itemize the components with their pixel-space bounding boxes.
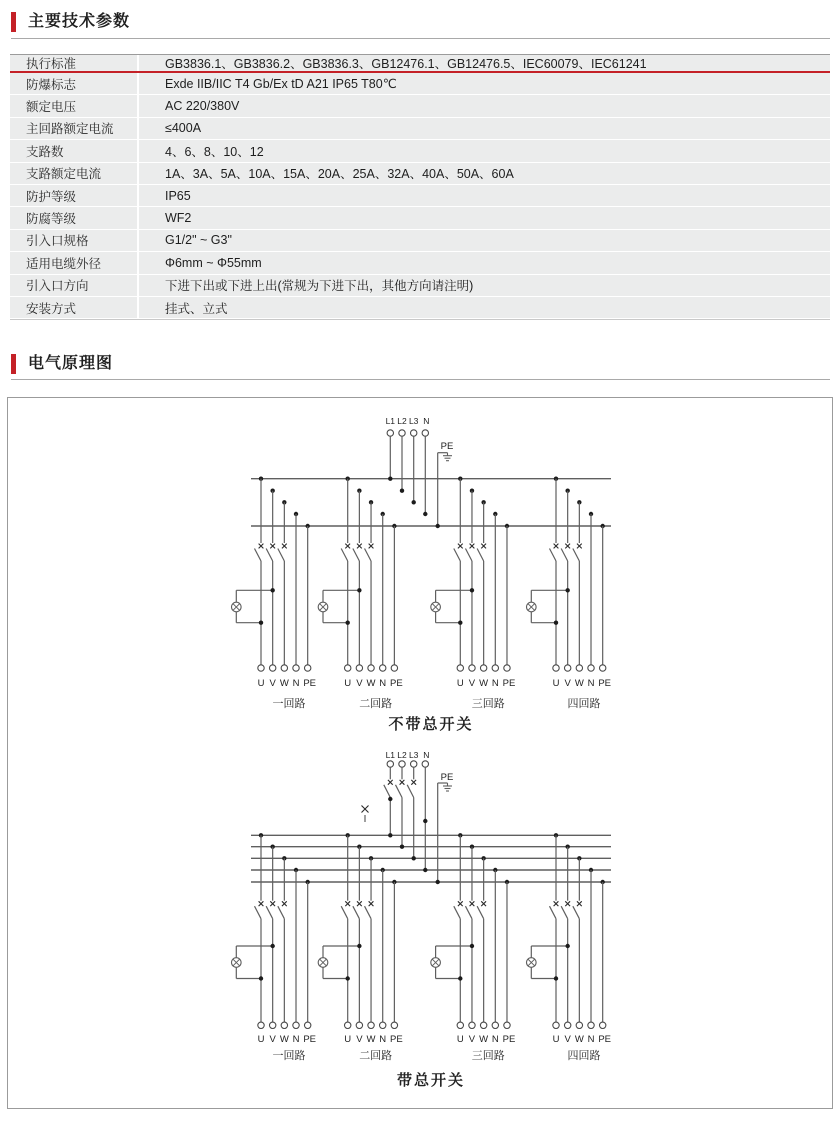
parameter-label: 适用电缆外径 — [10, 252, 139, 273]
section-accent-bar — [11, 12, 16, 32]
parameter-label: 额定电压 — [10, 95, 139, 116]
parameter-label: 引入口规格 — [10, 230, 139, 251]
parameter-value: G1/2" ~ G3" — [165, 233, 232, 248]
parameter-label: 防爆标志 — [10, 73, 139, 94]
branch-terminal-label: PE — [303, 678, 317, 689]
branch-circuit-4 — [527, 833, 612, 1062]
branch-terminal-label: V — [356, 678, 363, 689]
parameter-value: GB3836.1、GB3836.2、GB3836.3、GB12476.1、GB12476.5、IEC60079、IEC61241 — [165, 57, 647, 71]
branch-circuit-2 — [318, 833, 403, 1062]
branch-circuit-2 — [318, 477, 403, 711]
circuit-label: 四回路 — [567, 698, 601, 710]
branch-terminal-label: W — [279, 1034, 289, 1045]
branch-terminal-label: PE — [502, 678, 516, 689]
branch-terminal-label: U — [552, 678, 560, 689]
header-divider — [11, 379, 830, 380]
schematic-with-main-switch — [232, 750, 612, 1089]
pe-label: PE — [440, 441, 454, 452]
incoming-line-label: L2 — [397, 416, 407, 426]
header-divider — [11, 38, 830, 39]
branch-terminal-label: V — [269, 1034, 276, 1045]
diagram-title-with-main-switch: 带总开关 — [396, 1072, 466, 1089]
branch-terminal-label: U — [456, 1034, 464, 1045]
section-title-schematic: 电气原理图 — [28, 355, 114, 372]
branch-terminal-label: U — [552, 1034, 560, 1045]
diagram-title-without-main-switch: 不带总开关 — [388, 716, 474, 733]
branch-terminal-label: W — [366, 678, 376, 689]
branch-terminal-label: N — [379, 1034, 387, 1045]
branch-circuit-3 — [431, 833, 516, 1062]
schematic-svg — [8, 398, 832, 1108]
parameter-label: 引入口方向 — [10, 275, 139, 296]
branch-terminal-label: N — [292, 1034, 300, 1045]
section-header-parameters — [11, 12, 130, 32]
incoming-line-label: N — [423, 750, 430, 760]
parameter-label: 执行标准 — [10, 55, 139, 71]
table-row — [10, 55, 830, 73]
branch-terminal-label: PE — [598, 678, 612, 689]
branch-terminal-label: W — [574, 678, 584, 689]
branch-terminal-label: U — [257, 1034, 265, 1045]
circuit-label: 一回路 — [272, 1050, 306, 1062]
branch-terminal-label: N — [491, 1034, 499, 1045]
table-row — [10, 73, 830, 95]
incoming-line-label: L3 — [408, 750, 419, 760]
parameter-label: 防护等级 — [10, 185, 139, 206]
section-header-schematic — [11, 354, 113, 374]
circuit-label: 四回路 — [567, 1050, 601, 1062]
pe-label: PE — [440, 772, 454, 783]
circuit-label: 一回路 — [272, 698, 306, 710]
branch-terminal-label: PE — [502, 1034, 516, 1045]
parameter-value: IP65 — [165, 188, 191, 203]
schematic-without-main-switch — [232, 416, 612, 733]
branch-terminal-label: N — [587, 678, 595, 689]
branch-terminal-label: N — [491, 678, 499, 689]
table-row — [10, 185, 830, 207]
parameter-value: Φ6mm ~ Φ55mm — [165, 255, 262, 270]
table-row — [10, 230, 830, 252]
parameter-label: 防腐等级 — [10, 207, 139, 228]
parameter-value: 挂式、立式 — [165, 301, 228, 316]
branch-terminal-label: W — [366, 1034, 376, 1045]
table-row — [10, 252, 830, 274]
incoming-line-label: L1 — [385, 416, 396, 426]
parameter-value: Exde IIB/IIC T4 Gb/Ex tD A21 IP65 T80℃ — [165, 77, 397, 92]
circuit-label: 三回路 — [471, 1050, 505, 1062]
branch-terminal-label: W — [479, 678, 489, 689]
section-accent-bar — [11, 354, 16, 374]
table-row — [10, 207, 830, 229]
parameter-label: 安装方式 — [10, 297, 139, 318]
branch-terminal-label: V — [564, 678, 571, 689]
table-row — [10, 118, 830, 140]
parameter-value: 下进下出或下进上出(常规为下进下出，其他方向请注明) — [165, 279, 474, 294]
table-row — [10, 140, 830, 162]
incoming-line-label: L3 — [408, 416, 419, 426]
branch-terminal-label: V — [356, 1034, 363, 1045]
parameter-label: 支路额定电流 — [10, 163, 139, 184]
circuit-label: 三回路 — [471, 698, 505, 710]
branch-terminal-label: U — [257, 678, 265, 689]
branch-terminal-label: W — [574, 1034, 584, 1045]
incoming-line-label: N — [423, 416, 430, 426]
branch-terminal-label: PE — [390, 678, 403, 689]
schematic-panel — [7, 397, 833, 1109]
parameter-value: 1A、3A、5A、10A、15A、20A、25A、32A、40A、50A、60A — [165, 167, 514, 182]
branch-circuit-1 — [232, 477, 317, 711]
parameter-value: 4、6、8、10、12 — [165, 144, 264, 159]
parameter-value: WF2 — [165, 211, 192, 226]
parameters-table — [10, 54, 830, 320]
circuit-label: 二回路 — [359, 698, 393, 710]
branch-circuit-4 — [527, 477, 612, 711]
branch-terminal-label: U — [344, 678, 352, 689]
branch-terminal-label: W — [479, 1034, 489, 1045]
branch-terminal-label: V — [269, 678, 276, 689]
table-row — [10, 297, 830, 319]
branch-terminal-label: PE — [598, 1034, 612, 1045]
parameter-value: ≤400A — [165, 121, 202, 136]
incoming-line-label: L1 — [385, 750, 396, 760]
table-row — [10, 95, 830, 117]
branch-terminal-label: N — [292, 678, 300, 689]
branch-circuit-3 — [431, 477, 516, 711]
branch-terminal-label: U — [456, 678, 464, 689]
circuit-label: 二回路 — [359, 1050, 393, 1062]
parameter-label: 主回路额定电流 — [10, 118, 139, 139]
branch-terminal-label: PE — [303, 1034, 317, 1045]
branch-circuit-1 — [232, 833, 317, 1062]
branch-terminal-label: V — [468, 678, 476, 689]
incoming-line-label: L2 — [397, 750, 407, 760]
branch-terminal-label: N — [587, 1034, 595, 1045]
section-title-parameters: 主要技术参数 — [28, 13, 131, 30]
branch-terminal-label: V — [468, 1034, 476, 1045]
table-row — [10, 163, 830, 185]
table-row — [10, 275, 830, 297]
branch-terminal-label: N — [379, 678, 387, 689]
branch-terminal-label: PE — [390, 1034, 403, 1045]
branch-terminal-label: W — [279, 678, 289, 689]
parameter-value: AC 220/380V — [165, 99, 240, 114]
branch-terminal-label: U — [344, 1034, 352, 1045]
parameter-label: 支路数 — [10, 140, 139, 161]
branch-terminal-label: V — [564, 1034, 571, 1045]
